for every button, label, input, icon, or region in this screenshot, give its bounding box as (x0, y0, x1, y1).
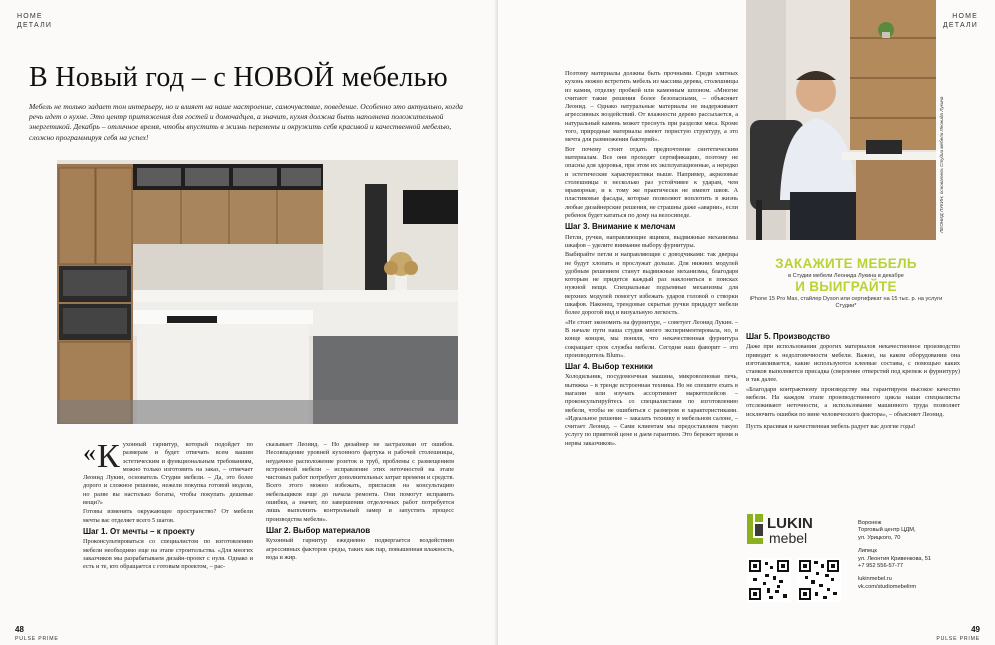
quote-mark-icon: « (83, 438, 96, 467)
photo-caption: ЛЕОНИД ЛУКИН, основатель Студии мебели Леонида Лукина (939, 96, 944, 233)
kitchen-illustration (57, 160, 458, 424)
paragraph: Пусть красивая и качественная мебель радует вас долгие годы! (746, 422, 916, 430)
magazine-brand-right: PULSE PRIME (936, 636, 980, 642)
step4-heading: Шаг 4. Выбор техники (565, 362, 653, 372)
logo-wordmark-bottom: mebel (769, 530, 808, 546)
kitchen-photo (57, 160, 458, 424)
step3-heading: Шаг 3. Внимание к мелочам (565, 222, 676, 232)
founder-photo (746, 0, 936, 240)
paragraph: «Благодаря контрактному производству мы гарантируем высокое качество мебели. На каждом этапе производственного цикла наши специалисты отслеживают неточности, а использование машинного труда позволяет исключить ошибки по вине человеческого фактора», – объясняет Леонид. (746, 385, 960, 418)
magazine-brand-left: PULSE PRIME (15, 636, 59, 642)
lukin-mebel-logo (747, 514, 847, 546)
step4-text: Холодильник, посудомоечная машина, микроволновая печь, вытяжка – в тренде встроенная техника. Но не спешите ехать в магазин или изучать ассортимент маркетплейсов – проконсультируйтесь со специалистами по изготовлению мебели, чтобы не ошибиться с размером и характеристиками. «Идеальное решение – заказать технику в мебельном салоне, – считает Леонид. – Сами клиентам мы предоставляем такую услугу по приятной цене и даем гарантию. Это бережет время и нервы заказчиков». (565, 373, 738, 447)
founder-illustration (746, 0, 936, 240)
section-label: HOME (952, 13, 978, 20)
step5-text: Даже при использовании дорогих материалов некачественное производство приводит к недолговечности мебели. Важно, на каком оборудовании она изготавливается, какие используются клеевые составы, с помощью каких станков выполняется присадка (сверление отверстий под крепеж и фурнитуру) и так далее. (746, 343, 960, 384)
section-header-left (17, 12, 52, 30)
intro-text: ухонный гарнитур, который подойдет по размерам и будет отвечать всем вашим эстетическим и функциональным требованиям, можно только изготовить на заказ, – отмечает Леонид Лукин, основатель Студии мебели. – Да, это более дорого и сложное решение, нежели покупка готовой модели, но разве вы настолько богаты, чтобы покупать дешевые вещи?» (83, 441, 253, 507)
promo-prizes: iPhone 15 Pro Max, стайлер Dyson или сертификат на 15 тыс. р. на услуги Студии* (749, 296, 943, 309)
subsection-label: ДЕТАЛИ (942, 22, 978, 29)
article-lead: Мебель не только задает тон интерьеру, но и влияет на наше настроение, самочувствие, поведение. Особенно это актуально, когда речь идет о кухне. Это центр притяжения для гостей и домочадцев, а значит, кухня должна быть наполнена положительной энергетикой. Декабрь – отличное время, чтобы впустить в жизнь перемены и окружить себя красивой и качественной мебелью, сложно программируя себя на успех! (29, 102, 463, 142)
address: ул. Леонтия Кривенкова, 51 (858, 555, 932, 562)
qr-code-icon (797, 558, 841, 602)
subsection-label: ДЕТАЛИ (17, 22, 53, 29)
step1-heading: Шаг 1. От мечты – к проекту (83, 526, 195, 536)
website-link: lukinmebel.ru (858, 576, 892, 583)
store-name: Торговый центр ЦДМ, (858, 527, 916, 534)
dropcap-letter: К (97, 438, 120, 475)
article-column-2 (266, 441, 454, 563)
article-column-4 (746, 330, 960, 432)
right-page (498, 0, 995, 645)
vk-link: vk.com/studiomebelirm (858, 583, 917, 590)
intro-paragraph (83, 438, 253, 507)
article-column-3 (565, 70, 738, 449)
paragraph: Вот почему стоит отдать предпочтение синтетическим материалам. Все они проходят сертификацию, поэтому не опасны для здоровья, при этом их эксплуатационные, а нередко и эстетические характеристики выше. Например, акриловые столешницы в несколько раз устойчивее к ударам, чем мраморные, и к тому же практически не имеют швов. А пластиковые фасады, которые позволяют воплотить в жизнь любые дизайнерские решения, не страшны даже «аварии», если ребенок будет кататься по дому на велосипеде. (565, 145, 738, 220)
paragraph: Поэтому материалы должны быть прочными. Среди элитных кухонь можно встретить мебель из массива дерева, столешницы из камня, отделку пробкой или каменным шпоном. «Многие считают такие решения более безопасными, – объясняет Леонид. – Однако натуральные материалы не выдерживают агрессивных воздействий. От влажности дерево рассыхается, а натуральный камень может треснуть при разделке мяса. Кроме того, природные материалы имеют пористую структуру, а это мечта для размножения бактерий». (565, 70, 738, 144)
promo-block (746, 257, 946, 310)
paragraph: сказывает Леонид. – Но дизайнер не застрахован от ошибок. Несовпадение уровней кухонного фартука и рабочей столешницы, неудачное расположение розеток и труб, проблемы с размещением встроенной мебели – исправление этих неточностей на этапе чистовых работ потребует дополнительных затрат времени и средств. Всего этого можно избежать, пригласив на консультацию мебельщиков еще до начала ремонта. Они помогут исправить ошибки, а значит, по завершении отделочных работ потребуется лишь выполнить контрольный замер и запустить процесс производства мебели». (266, 441, 454, 523)
step2-heading: Шаг 2. Выбор материалов (266, 525, 371, 535)
paragraph: Готовы изменить окружающее пространство? От мебели мечты вас отделяет всего 5 шагов. (83, 508, 253, 524)
step5-heading: Шаг 5. Производство (746, 332, 830, 341)
step3-text: Петли, ручки, направляющие ящиков, выдвижные механизмы шкафов – уделите внимание выбору фурнитуры. (565, 233, 738, 249)
promo-headline: ЗАКАЖИТЕ МЕБЕЛЬ (775, 256, 917, 271)
step2-text: Кухонный гарнитур ежедневно подвергается воздействию агрессивных факторов среды, таких как пар, повышенная влажность, вода и жир. (266, 537, 454, 561)
step1-text: Проконсультироваться со специалистом по изготовлению мебели необходимо еще на этапе строительства. «Для многих заказчиков мы разрабатываем дизайн-проект с нуля. Однако и есть и те, кто обращается с готовым проектом, – рас- (83, 538, 253, 571)
paragraph: Выбирайте петли и направляющие с доводчиками: так дверцы не будут хлопать и прослужат дольше. Для нижних модулей удобным решением станут выдвижные механизмы, благодаря которым не придется каждый раз наклоняться в поисках нужной вещи. Специальные подъемные механизмы для верхних модулей помогут избежать ударов головой о створки шкафов. Наконец, трендовые скрытые ручки придадут мебели более дорогой вид и визуальную легкость. (565, 251, 738, 317)
section-header-right (943, 12, 978, 30)
logo-wordmark-top: LUKIN (767, 515, 813, 532)
promo-subtitle: в Студии мебели Леонида Лукина в декабре (788, 273, 904, 279)
page-number-left: 48 (15, 625, 24, 634)
city-label: Воронеж (858, 520, 882, 526)
paragraph: «Не стоит экономить на фурнитуре, – советует Леонид Лукин. – В начале пути наша студия много экспериментировала, но, в конце концов, мы поняли, что некачественная фурнитура сокращает срок службы мебели. Сегодня наш фаворит – это производитель Blum». (565, 318, 738, 359)
promo-headline-2: И ВЫИГРАЙТЕ (795, 279, 897, 294)
page-number-right: 49 (971, 625, 980, 634)
article-column-1 (83, 438, 253, 572)
article-title: В Новый год – с НОВОЙ мебелью (29, 62, 448, 93)
phone-number: +7 952 556-57-77 (858, 563, 904, 570)
section-label: HOME (17, 13, 43, 20)
contact-info (858, 520, 978, 591)
city-label: Липецк (858, 548, 877, 555)
address: ул. Урицкого, 70 (858, 534, 901, 541)
qr-code-icon (747, 558, 791, 602)
left-page (0, 0, 497, 645)
